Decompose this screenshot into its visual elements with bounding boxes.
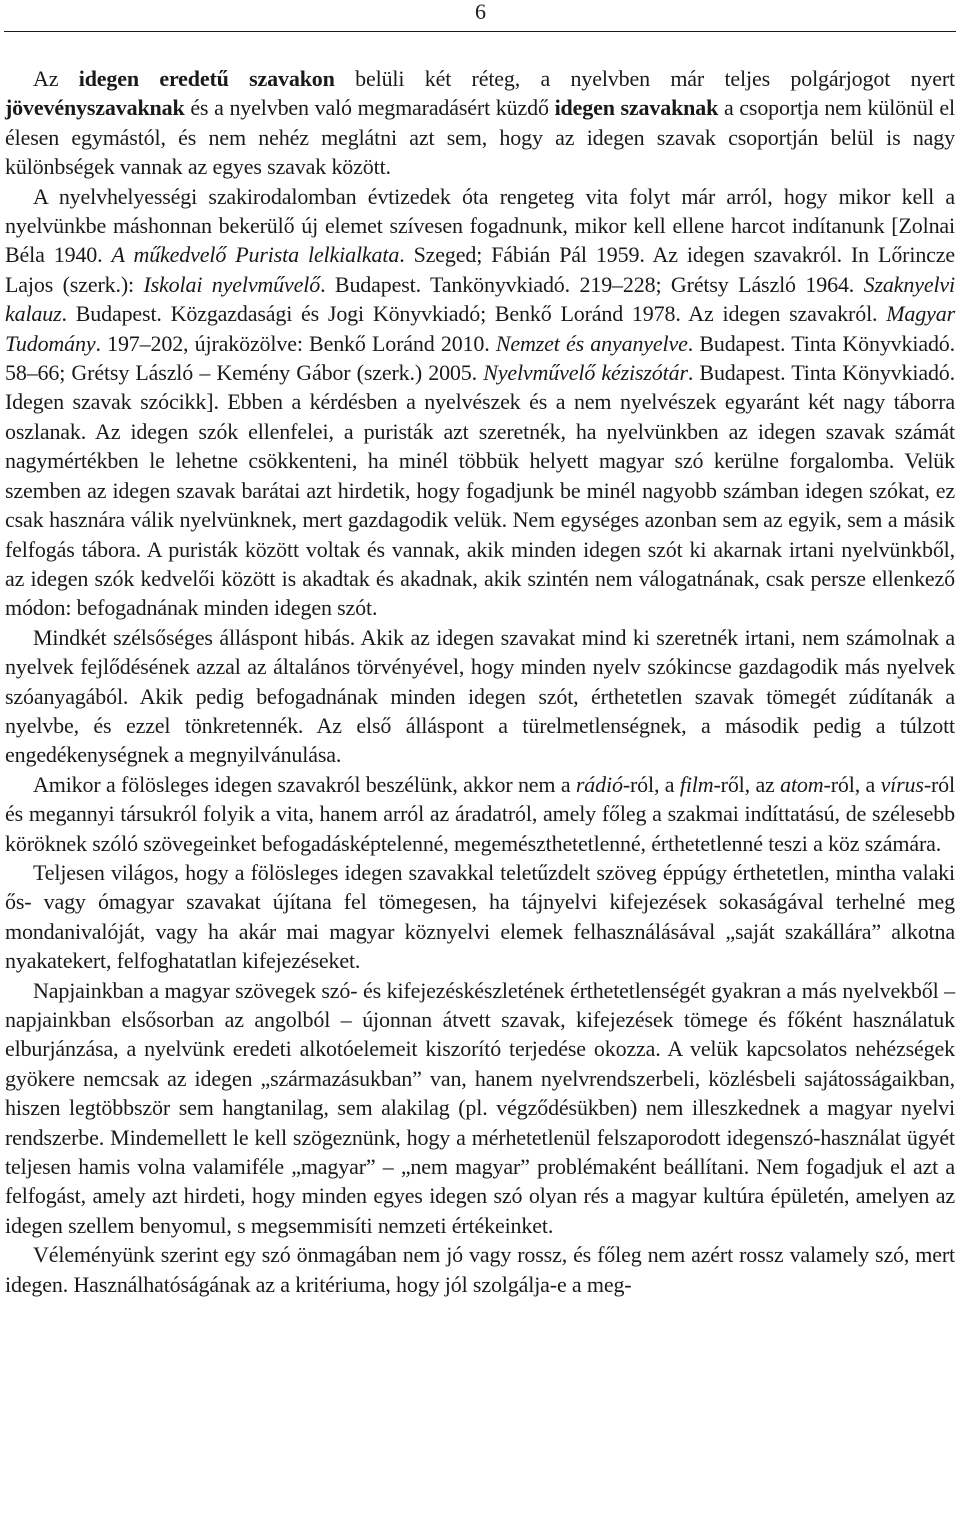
- italic-text: atom: [780, 771, 824, 797]
- paragraph: [5, 64, 955, 182]
- italic-text: A műkedvelő Purista lelkialkata: [111, 242, 400, 268]
- text-run: . 197–202, újraközölve: Benkő Loránd 2010.: [95, 330, 496, 356]
- bold-text: jövevényszavaknak: [5, 95, 185, 121]
- text-run: a csoportja nem különül el élesen egymástól, és nem nehéz meglátni azt sem, hogy az idegen szavak csoportján belül is nagy különbségek vannak az egyes szavak között.: [5, 95, 955, 180]
- text-run: . Szeged; Fábián Pál 1959. Az idegen szavakról. In Lőrincze Lajos (szerk.):: [5, 242, 956, 297]
- paragraph: [5, 1240, 955, 1299]
- italic-text: vírus: [880, 771, 924, 797]
- text-run: belüli két réteg, a nyelvben már teljes polgárjogot nyert: [334, 66, 956, 91]
- italic-text: Nyelvművelő kéziszótár: [483, 360, 688, 386]
- text-run: -ról, a: [622, 771, 680, 797]
- paragraph: [5, 976, 955, 1241]
- text-run: -ról és megannyi társukról folyik a vita, hanem arról az áradatról, amely főleg a szakmai indíttatású, de szélesebb köröknek szóló szövegeinket befogadásképtelenné, megemészthetetlenné, érthetetlenné teszi a köz számára.: [5, 771, 955, 856]
- italic-text: film: [679, 771, 714, 797]
- italic-text: Nemzet és anyanyelve: [495, 330, 688, 356]
- text-run: . Budapest. Tankönyvkiadó. 219–228; Grétsy László 1964.: [320, 271, 864, 297]
- text-run: Napjainkban a magyar szövegek szó- és kifejezéskészletének érthetetlenségét gyakran a más nyelvekből – napjainkban elsősorban az angolból – újonnan átvett szavak, kifejezések tömege és főként használatuk elburjánzása, a nyelvünk eredeti alkotóelemeit kiszorító terjedése okozza. A velük kapcsolatos nehézségek gyökere nemcsak az idegen „származásukban” van, hanem nyelvrendszerbeli, közlésbeli sajátosságaikban, hiszen legtöbbször sem hangtanilag, sem alakilag (pl. végződésükben) nem illeszkednek a magyar nyelvi rendszerbe. Mindemellett le kell szögeznünk, hogy a mérhetetlenül felszaporodott idegenszó-használat ügyét teljesen hamis volna valamiféle „magyar” – „nem magyar” problémaként beállítani. Nem fogadjuk el azt a felfogást, amely azt hirdeti, hogy minden egyes idegen szó olyan rés a magyar kultúra épületén, amelyen az idegen szellem benyomul, s megsemmisíti nemzeti értékeinket.: [5, 977, 955, 1238]
- paragraph: [5, 623, 955, 770]
- italic-text: Iskolai nyelvművelő: [143, 271, 321, 297]
- text-run: Amikor a fölösleges idegen szavakról beszélünk, akkor nem a: [33, 771, 576, 797]
- page-number: 6: [475, 0, 486, 24]
- text-run: Teljesen világos, hogy a fölösleges idegen szavakkal teletűzdelt szöveg éppúgy érthetetlen, mintha valaki ős- vagy ómagyar szavakat újítana fel tömegesen, ha tájnyelvi kifejezések sokaságával terhelné meg mondanivalóját, vagy ha akár mai magyar köznyelvi elemek felhasználásával „saját szakállára” alkotna nyakatekert, felfoghatatlan kifejezéseket.: [5, 859, 955, 974]
- text-run: Véleményünk szerint egy szó önmagában nem jó vagy rossz, és főleg nem azért rossz valamely szó, mert idegen. Használhatóságának az a kritériuma, hogy jól szolgálja-e a meg-: [5, 1242, 955, 1297]
- header-rule: [4, 31, 956, 32]
- italic-text: Szaknyelvi kalauz: [5, 271, 955, 327]
- paragraph: [5, 182, 955, 623]
- text-run: és a nyelvben való megmaradásért küzdő: [184, 95, 555, 121]
- text-run: . Budapest. Tinta Könyvkiadó. Idegen szavak szócikk]. Ebben a kérdésben a nyelvészek és a nem nyelvészek egyaránt két nagy táborra oszlanak. Az idegen szók ellenfelei, a puristák azt szeretnék, ha nyelvünkben az idegen szavak számát nagymértékben le lehetne csökkenteni, ha minél többük helyett magyar szó kerülne forgalomba. Velük szemben az idegen szavak barátai azt hirdetik, hogy fogadjunk be minél nagyobb számban idegen szókat, ez csak hasznára válik nyelvünknek, mert gazdagodik velük. Nem egységes azonban sem az egyik, sem a másik felfogás tábora. A puristák között voltak és vannak, akik minden idegen szót ki akarnak irtani nyelvünkből, az idegen szók kedvelői között is akadtak és akadnak, akik szintén nem válogatnának, csak persze ellenkező módon: befogadnának minden idegen szót.: [5, 360, 955, 621]
- text-run: . Budapest. Tinta Könyvkiadó. 58–66; Grétsy László – Kemény Gábor (szerk.) 2005.: [5, 330, 955, 386]
- italic-text: rádió: [575, 771, 623, 797]
- paragraph: [5, 858, 955, 976]
- body-text: [5, 64, 955, 1299]
- text-run: Az: [33, 66, 79, 91]
- bold-text: idegen szavaknak: [554, 95, 719, 121]
- paragraph: [5, 770, 955, 858]
- text-run: A nyelvhelyességi szakirodalomban évtizedek óta rengeteg vita folyt már arról, hogy mikor kell a nyelvünkbe máshonnan bekerülő új elemet szívesen fogadnunk, mikor kell ellene harcot indítanunk [Zolnai Béla 1940.: [5, 183, 955, 268]
- text-run: -ról, a: [823, 771, 881, 797]
- text-run: . Budapest. Közgazdasági és Jogi Könyvkiadó; Benkő Loránd 1978. Az idegen szavakról.: [61, 301, 887, 327]
- text-run: Mindkét szélsőséges álláspont hibás. Akik az idegen szavakat mind ki szeretnék irtani, nem számolnak a nyelvek fejlődésének azzal az általános törvényével, hogy minden nyelv szókincse gazdagodik más nyelvek szóanyagából. Akik pedig befogadnának minden idegen szót, érthetetlen szavak tömegét zúdítanák a nyelvbe, és ezzel tönkretennék. Az első álláspont a türelmetlenségnek, a második pedig a túlzott engedékenységnek a megnyilvánulása.: [5, 624, 955, 768]
- italic-text: Magyar Tudomány: [5, 301, 955, 356]
- bold-text: idegen eredetű szavakon: [78, 66, 335, 91]
- text-run: -ről, az: [713, 771, 781, 797]
